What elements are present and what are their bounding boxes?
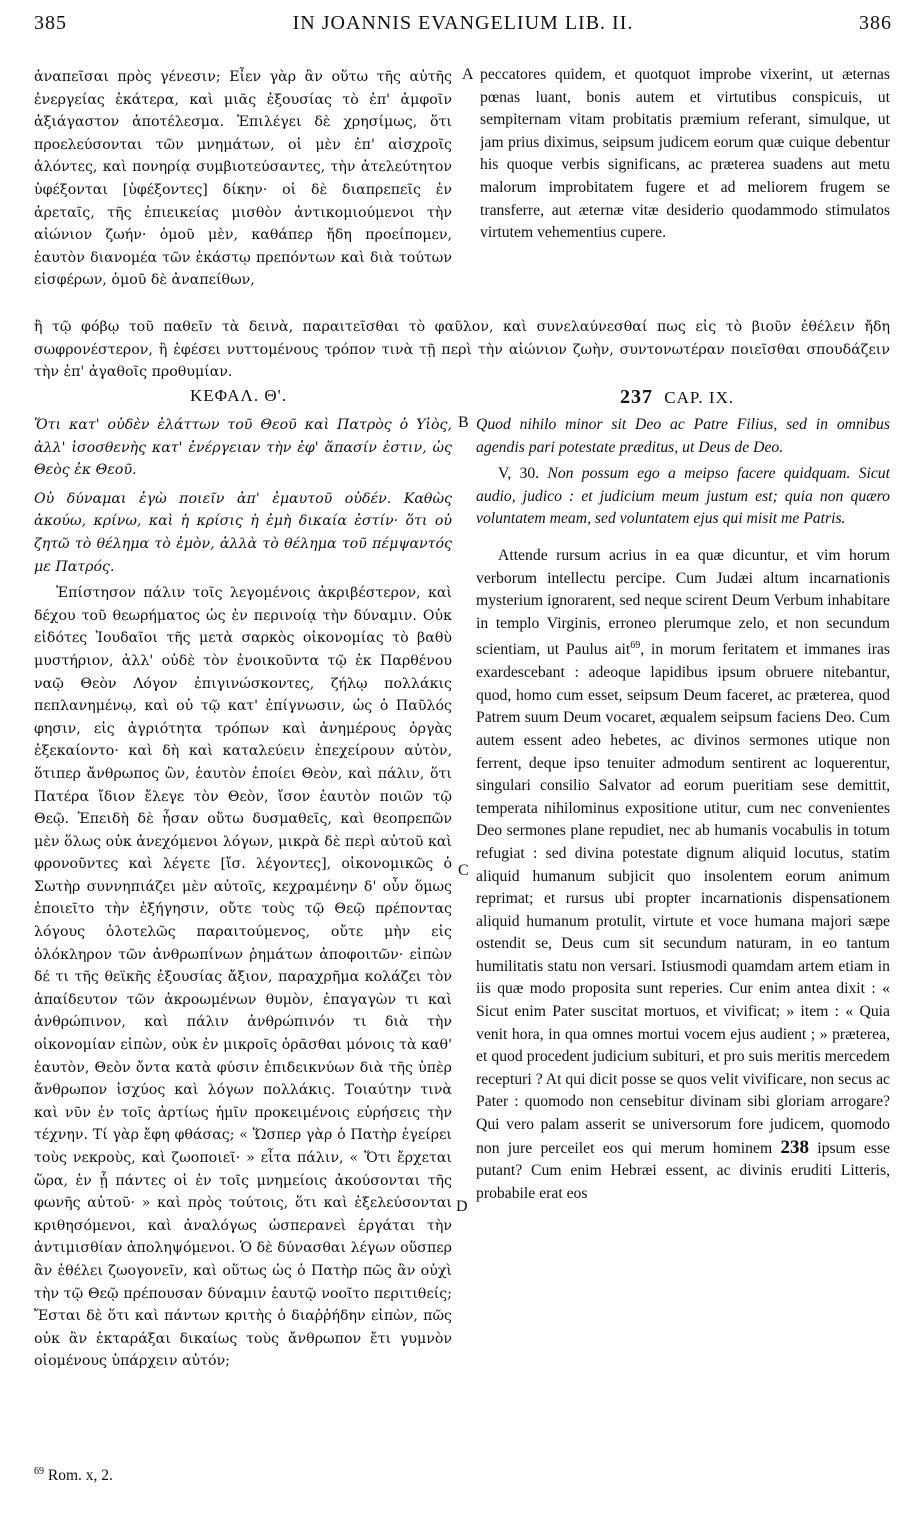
latin-body-text: Attende rursum acrius in ea quæ dicuntur, et vim horum verborum intellectu percipe. Cum Judæi altum incarnationis mysterium ignorarent, sed neque scirent Deum Verbum inhabitare in templo Virginis, erroneo plerumque zelo, et non secundum scientiam, ut Paulus ait$^{69}$, in morum feritatem et immanes iras exardescebant : adeoque lapidibus ipsum obruere nitebantur, quod, homo cum esset, seipsum Deum faceret, ac præterea, quod Patrem suum Deum vocaret, æqualem seipsum faciens Deo. Cum autem essent adeo hebetes, ac divinos sermones utique non ferrent, deque ipso tenuiter admodum sentirent ac loquerentur, singulari consilio Salvator ad eorum pueritiam sese demittit, temperata nihilominus expositione utitur, cum nec convenientes Deo sermones plane repudiet, nec ab humanis vocabulis in totum refugiat : sed divina potestate dignum aliquid locutus, statim aliquid humanum subjicit quo insolentem eorum animum reprimat; et rursus ubi propter incarnationis dispensationem aliquid humanum protulit, virtute et voce humana majori sæpe ostendit se, Deus cum sit secundum naturam, in eo tantum humilitatis statu non versari. Istiusmodi quamdam artem etiam in iis quæ modo proposita sunt reperies. Cur enim antea dixit : « Sicut enim Pater suscitat mortuos, et vivificat; » item : « Quia venit hora, in qua omnes mortui vocem ejus audient ; » præterea, et quod procedent judicium subituri, et pro suis meritis mercedem recepturi ? At qui dicit posse se quos velit vivificare, non secus ac Pater : quomodo non censebitur divinam sibi gloriam arrogare? Qui vero palam asserit se universorum fore judicem, quomodo non jure perceilet eos qui merum hominem 238 ipsum esse putant? Cum enim Hebræi essent, ac divinis eruditi Litteris, probabile erat eos — [476, 546, 890, 1202]
margin-marker-d: D — [456, 1198, 468, 1215]
footnote-reference: 69 — [630, 640, 641, 652]
greek-body-text: Ἐπίστησον πάλιν τοῖς λεγομένοις ἀκριβέστερον, καὶ δέχου τοῦ θεωρήματος ὡς ἐν περινοίᾳ τὴν δύναμιν. Οὐκ εἰδότες Ἰουδαῖοι τῆς μετὰ σαρκὸς οἰκονομίας τὸ βαθὺ μυστήριον, ἀλλ' οὐδὲ τὸν ἐνοικοῦντα τῷ ἐκ Παρθένου ναῷ Θεὸν Λόγον ἐπιγινώσκοντες, ζήλῳ πολλάκις πεπλανημένῳ, καὶ οὐ τῷ κατ' ἐπίγνωσιν, ὡς ὁ Παῦλός φησιν, εἰς ἀγριότητα τρόπων καὶ ἀνημέρους ὀργὰς ἐξεκαίοντο· καὶ δὴ καὶ καταλεύειν ἐπεχείρουν αὐτὸν, ὅτιπερ ἄνθρωπος ὢν, ἑαυτὸν ἐποίει Θεὸν, καὶ πάλιν, ὅτι Πατέρα ἴδιον ἔλεγε τὸν Θεὸν, ἴσον ἑαυτὸν ποιῶν τῷ Θεῷ. Ἐπειδὴ δὲ ἦσαν οὕτω δυσμαθεῖς, καὶ θεοπρεπῶν μὲν ὅλως οὐκ ἀνεχόμενοι λόγων, μικρὰ δὲ περὶ αὐτοῦ καὶ φρονοῦντες καὶ λέγετε [ἴσ. λέγοντες], οἰκονομικῶς ὁ Σωτὴρ συννηπιάζει μὲν αὐτοῖς, κεχραμένην δ' οὖν ὅμως ἐποιεῖτο τὴν ἐξήγησιν, οὔτε τοὺς τῷ Θεῷ πρέποντας λόγους ὁλοτελῶς παραιτούμενος, οὔτε μὴν εἰς ὁλόκληρον τῶν ἀνθρωπίνων ῥημάτων ἀποφοιτῶν· εἰπὼν δέ τι τῆς θεϊκῆς ἐξουσίας ἄξιον, παραχρῆμα κολάζει τὸν ἀπαίδευτον τῶν ἀκροωμένων θυμὸν, ἐπαγαγὼν τι καὶ ἀνθρώπινον, καὶ πάλιν ἀνθρώπινόν τι διὰ τὴν οἰκονομίαν εἰπὼν, οὐκ ἐν μικροῖς ὁρᾶσθαι μόνοις τὰ καθ' ἑαυτὸν, Θεὸν ὄντα κατὰ φύσιν ἐπιδεικνύων διὰ τῆς ὑπὲρ ἄνθρωπον ἰσχύος καὶ λόγων πολλάκις. Τοιαύτην τινὰ καὶ νῦν ἐν τοῖς ἀρτίως ἡμῖν προκειμένοις εὑρήσεις τὴν τέχνην. Τί γὰρ ἔφη φθάσας; « Ὥσπερ γὰρ ὁ Πατὴρ ἐγείρει τοὺς νεκροὺς, καὶ ζωοποιεῖ· » εἶτα πάλιν, « Ὅτι ἔρχεται ὥρα, ἐν ᾗ πάντες οἱ ἐν τοῖς μνημείοις ἀκούσονται τῆς φωνῆς αὐτοῦ· » καὶ πρὸς τούτοις, ὅτι καὶ ἐξελεύσονται κριθησόμενοι, καὶ ἀναλόγως ὡσπερανεὶ ἐργάται τὴν ἀντιμισθίαν ἀποληψόμενοι. Ὁ δὲ δύνασθαι λέγων οὕσπερ ἂν ἐθέλει ζωογονεῖν, καὶ οὕτως ὡς ὁ Πατὴρ πῶς ἂν οὐχὶ τὴν τῷ Θεῷ πρέπουσαν δύναμιν ἑαυτῷ νοοῖτο περιτιθείς; Ἔσται δὲ ὅτι καὶ πάντων κριτὴς ὁ διαῤῥήδην εἰπὼν, πῶς οὐκ ἂν ἐκταράξαι δικαίως τοὺς ἄνθρωπον ἔτι γυμνὸν οἰομένους ὑπάρχειν αὐτόν; — [34, 585, 452, 1370]
greek-chapter-summary: Ὅτι κατ' οὐδὲν ἐλάττων τοῦ Θεοῦ καὶ Πατρὸς ὁ Υἱὸς, ἀλλ' ἰσοσθενὴς κατ' ἐνέργειαν τὴν ἐφ' ἅπασίν ἐστιν, ὡς Θεὸς ἐκ Θεοῦ. — [34, 417, 452, 479]
page-number-right: 386 — [859, 12, 892, 34]
spacer — [476, 531, 890, 545]
latin-column-main — [476, 414, 890, 1460]
margin-marker-b: B — [458, 414, 469, 431]
greek-chapter-heading: ΚΕΦΑΛ. Θ'. — [190, 386, 287, 405]
latin-chapter-summary: Quod nihilo minor sit Deo ac Patre Filius, sed in omnibus agendis pari potestate præditus, ut Deus de Deo. — [476, 416, 890, 456]
greek-full-width-text: ἢ τῷ φόβῳ τοῦ παθεῖν τὰ δεινὰ, παραιτεῖσθαι τὸ φαῦλον, καὶ συνελαύνεσθαί πως εἰς τὸ βιοῦν ἐθέλειν ἤδη σωφρονέστερον, ἢ ἐφέσει νυττομένους τρόπον τινὰ τῇ περὶ τὴν αἰώνιον ζωὴν, συντονωτέραν ποιεῖσθαι σπουδάζειν τὴν ἐπ' ἀγαθοῖς προθυμίαν. — [34, 319, 890, 381]
latin-verse-reference: V, 30. — [498, 465, 540, 483]
greek-column-main — [34, 414, 452, 1460]
page-number-left: 385 — [34, 12, 67, 34]
greek-column-top — [34, 66, 452, 316]
margin-marker-a: A — [462, 66, 474, 83]
footnote-text: Rom. x, 2. — [47, 1467, 113, 1485]
greek-verse-text: Οὐ δύναμαι ἐγὼ ποιεῖν ἀπ' ἐμαυτοῦ οὐδέν. Καθὼς ἀκούω, κρίνω, καὶ ἡ κρίσις ἡ ἐμὴ δικαία ἐστίν· ὅτι οὐ ζητῶ τὸ θέλημα τὸ ἐμὸν, ἀλλὰ τὸ θέλημα τοῦ πέμψαντός με Πατρός. — [34, 490, 452, 575]
footnote-mark: 69 — [34, 1466, 44, 1477]
greek-top-text: ἀναπεῖσαι πρὸς γένεσιν; Εἶεν γὰρ ἂν οὕτω τῆς αὐτῆς ἐνεργείας ἑκάτερα, καὶ μιᾶς ἐξουσίας τὸ ἐπ' ἀμφοῖν ἀξιάγαστον ἀποτέλεσμα. Ἐπιλέγει δὲ χρησίμως, ὅτι προελεύσονται τῶν μνημάτων, οἱ μὲν ἐπ' αἰσχροῖς ἁλόντες, καὶ πονηρίᾳ συμβιοτεύσαντες, τὴν ἀτελεύτητον ὑφέξονται [ὑφέξοντες] δίκην· οἱ δὲ διαπρεπεῖς ἐν ἀρεταῖς, τῆς ἐπιεικείας μισθὸν ἀντικομιούμενοι τὴν αἰώνιον ζωήν· ὁμοῦ μὲν, καθάπερ ἤδη προείπομεν, ἑαυτὸν διανομέα τῶν ἑκάστῳ πρεπόντων καὶ διὰ τούτων εἰσφέρων, ὁμοῦ δὲ ἀναπείθων, — [34, 69, 452, 289]
running-title: IN JOANNIS EVANGELIUM LIB. II. — [292, 12, 634, 34]
page-header — [34, 12, 892, 42]
latin-verse-block — [476, 463, 890, 531]
latin-chapter-page-number: 237 — [620, 386, 653, 408]
margin-marker-c: C — [458, 862, 469, 879]
footnote — [34, 1466, 454, 1494]
latin-chapter-heading — [620, 386, 840, 414]
latin-column-top — [480, 64, 890, 314]
latin-top-text: peccatores quidem, et quotquot improbe vixerint, ut æternas pœnas luant, bonis autem et virtutibus conspicuis, ut sempiternam vitam probitatis præmium referant, simulque, ut jam prius diximus, seipsum judicem eorum quæ cuique debentur his quoque verbis significans, ac præterea suadens aut metu malorum improbitatem fugere et ad meliorem frugem se transferre, aut æternæ vitæ desiderio quodammodo stimulatos virtutem vehementius cupere. — [480, 66, 890, 242]
latin-verse-text: Non possum ego a meipso facere quidquam. Sicut audio, judico : et judicium meum justum est; quia non quæro voluntatem meam, sed voluntatem ejus qui misit me Patris. — [476, 465, 890, 528]
latin-chapter-label: CAP. IX. — [664, 388, 735, 407]
inline-page-number: 238 — [780, 1136, 809, 1158]
